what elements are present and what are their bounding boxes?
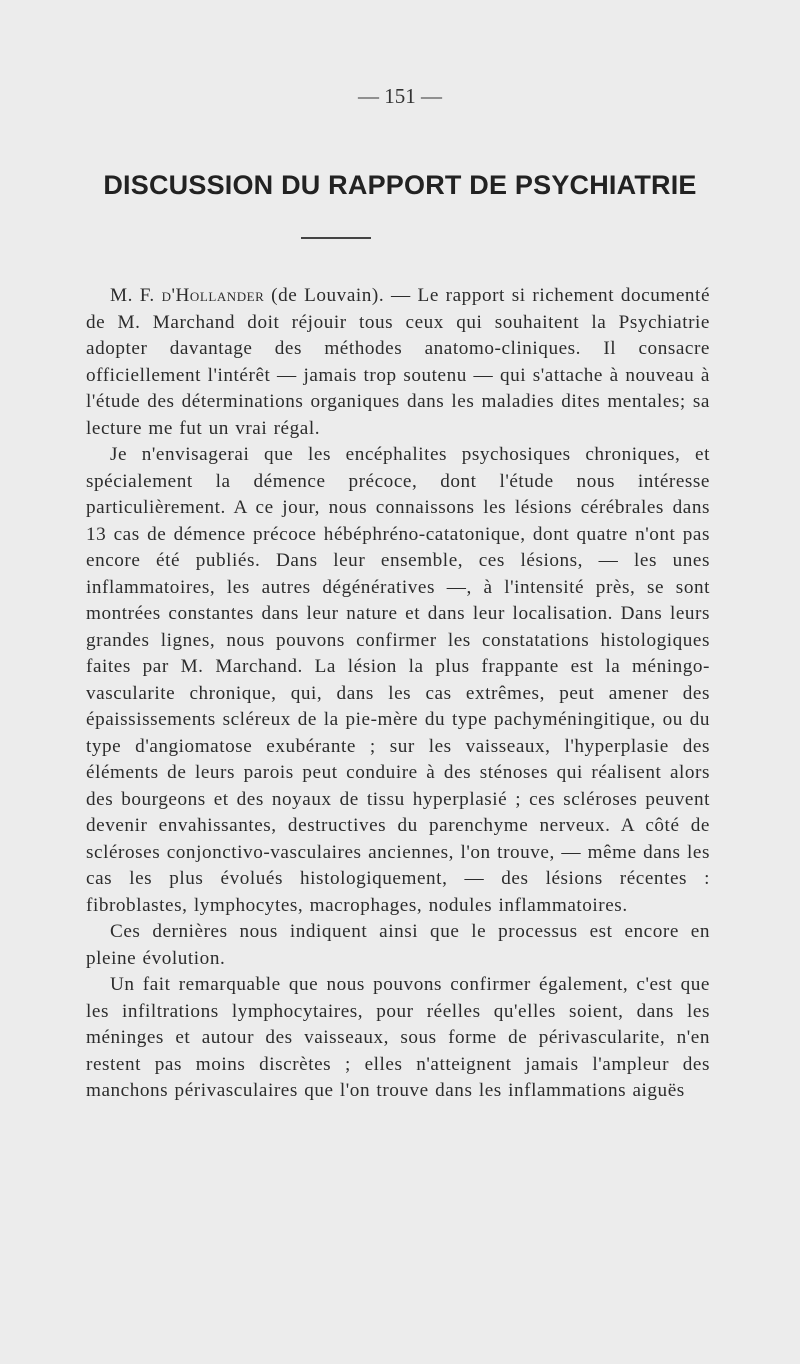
title-divider xyxy=(301,237,371,239)
section-title: DISCUSSION DU RAPPORT DE PSYCHIATRIE xyxy=(103,170,697,200)
page-number: — 151 — xyxy=(358,84,442,108)
paragraph-2: Je n'envisagerai que les encéphalites psychosiques chroniques, et spécialement la démence précoce, dont l'étude nous intéresse particulièrement. A ce jour, nous connaissons les lésions cérébrales dans 13 cas de démence précoce hébéphréno-catatonique, dont quatre n'ont pas encore été publiés. Dans leur ensemble, ces lésions, — les unes inflammatoires, les autres dégénératives —, à l'intensité près, se sont montrées constantes dans leur nature et dans leur localisation. Dans leurs grandes lignes, nous pouvons confirmer les constatations histologiques faites par M. Marchand. La lésion la plus frappante est la méningo-vascularite chronique, qui, dans les cas extrêmes, peut amener des épaississements scléreux de la pie-mère du type pachyméningitique, ou du type d'angiomatose exubérante ; sur les vaisseaux, l'hyperplasie des éléments de leurs parois peut conduire à des sténoses qui réalisent alors des bourgeons et des noyaux de tissu hyperplasié ; ces scléroses peuvent devenir envahissantes, destructives du parenchyme nerveux. A côté de scléroses conjonctivo-vasculaires anciennes, l'on trouve, — même dans les cas les plus évolués histologiquement, — des lésions récentes : fibroblastes, lymphocytes, macrophages, nodules inflammatoires. xyxy=(86,444,710,916)
author-affiliation: (de Louvain). — xyxy=(264,285,418,306)
author-name: d'Hollander xyxy=(161,285,265,306)
author-prefix: M. F. xyxy=(110,285,162,306)
paragraph-1 xyxy=(86,283,710,442)
article-body xyxy=(86,283,710,1105)
paragraph-3: Ces dernières nous indiquent ainsi que le processus est encore en pleine évolution. xyxy=(86,921,710,969)
paragraph-4: Un fait remarquable que nous pouvons confirmer également, c'est que les infiltrations lymphocytaires, pour réelles qu'elles soient, dans les méninges et autour des vaisseaux, sous forme de périvascularite, n'en restent pas moins discrètes ; elles n'atteignent jamais l'ampleur des manchons périvasculaires que l'on trouve dans les inflammations aiguës xyxy=(86,974,710,1101)
paragraph-1-text: Le rapport si richement documenté de M. Marchand doit réjouir tous ceux qui souhaitent la Psychiatrie adopter davantage des méthodes anatomo-cliniques. Il consacre officiellement l'intérêt — jamais trop soutenu — qui s'attache à nouveau à l'étude des déterminations organiques dans les maladies dites mentales; sa lecture me fut un vrai régal. xyxy=(86,285,711,439)
